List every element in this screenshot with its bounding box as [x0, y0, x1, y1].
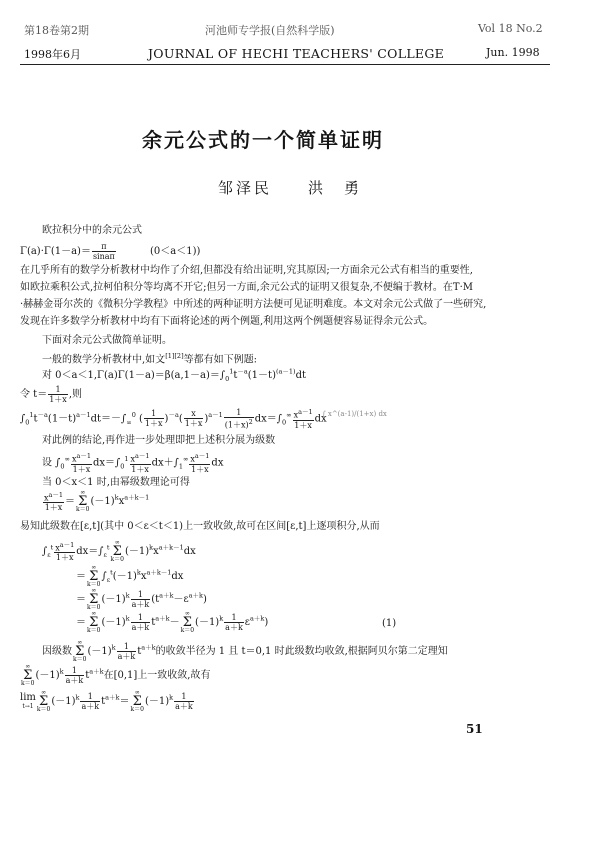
header-rule — [20, 64, 550, 65]
article-title: 余元公式的一个简单证明 — [142, 128, 384, 152]
equation-termwise-2: ＝∞ Σ $k=0\int_\varepsilon^t(-1)^kx^{a+k-1}dx$ — [76, 564, 184, 588]
equation-substitution: 令 t＝ $\frac{1}{1+x}$ ,则 — [20, 385, 82, 404]
paragraph-uniform-convergence: 易知此级数在[ε,t](其中 0＜ε＜t＜1)上一致收敛,故可在区间[ε,t]上逐项积分,从而 — [20, 521, 380, 532]
ghost-text: ∫ x^(a-1)/(1+x) dx — [322, 410, 387, 418]
equation-series-expansion: $\frac{x^{a-1}}{1+x}$ ＝∞ Σ $k=0(-1)^kx^{a+k-1}$ — [44, 489, 150, 513]
header-volume-en: Vol 18 No.2 — [478, 22, 543, 35]
paragraph-abel: 因级数∞ Σ $k=0(-1)^k$ $\frac{1}{a+k}$ $t^{a+k}$的收敛半径为 1 且 t＝0,1 时此级数均收敛,根据阿贝尔第二定理知 — [42, 639, 448, 663]
page-number: 51 — [466, 722, 483, 736]
header-volume: 第18卷第2期 — [24, 24, 89, 37]
header-journal-cn: 河池师专学报(自然科学版) — [205, 24, 335, 37]
header-date-en: Jun. 1998 — [486, 46, 540, 59]
equation-transformed-integral: $\int_0^1t^{-a}(1-t)^{a-1}dt=-\int_\infty^0$ ( $\frac{1}{1+x}$ )$^{-a}$( $\frac{x}{1+x}$ )$^{a-1}$ $\frac{1}{(1+x)^2}$ $dx=\int_0^\infty$ $\frac{x^{a-1}}{1+x}$ dx — [20, 408, 327, 430]
paragraph-line-1: 在几乎所有的数学分析教材中均作了介绍,但都没有给出证明,究其原因;一方面余元公式有相当的重要性, — [20, 265, 473, 276]
formula-reflection: Γ(a)·Γ(1－a)＝ $\frac{\pi}{\sin a\pi}$ (0＜a＜1)) — [20, 242, 201, 261]
paragraph-power-series: 当 0＜x＜1 时,由幂级数理论可得 — [42, 477, 190, 488]
paragraph-series-intro: 对此例的结论,再作进一步处理即把上述积分展为级数 — [42, 435, 276, 446]
paragraph-line-4: 发现在许多数学分析教材中均有下面将论述的两个例题,利用这两个例题便容易证得余元公式。 — [20, 316, 434, 327]
equation-termwise-4: ＝∞ Σ $k=0(-1)^k$ $\frac{1}{a+k}$ $t^{a+k}-\infty$ Σ $k=0(-1)^k$ $\frac{1}{a+k}$ $\varepsilon^{a+k}$) — [76, 610, 269, 634]
paragraph-intro: 欧拉积分中的余元公式 — [42, 225, 142, 236]
paragraph-uniform-on-interval: ∞ Σ $k=0(-1)^k$ $\frac{1}{a+k}$ $t^{a+k}$在[0,1]上一致收敛,故有 — [21, 663, 211, 687]
header-date: 1998年6月 — [24, 48, 81, 61]
equation-termwise-1: $\int_\varepsilon^t$ $\frac{x^{a-1}}{1+x}$ $dx=\int_\varepsilon^t\infty$ Σ $k=0(-1)^kx^{a+k-1}dx$ — [42, 539, 196, 563]
paragraph-line-3: ·赫赫金哥尔茨的《微积分学教程》中所述的两种证明方法便可见证明难度。本文对余元公式做了一些研究, — [20, 299, 487, 310]
citation: [1][2] — [165, 352, 184, 360]
paragraph-line-2: 如欧拉乘积公式,拉柯伯积分等均离不开它;但另一方面,余元公式的证明又很复杂,不便编于教材。在T·M — [20, 282, 473, 293]
article-authors: 邹泽民 洪 勇 — [218, 179, 363, 197]
paragraph-proof-intro: 下面对余元公式做简单证明。 — [42, 335, 172, 346]
equation-split-integral: 设 $\int_0^\infty$ $\frac{x^{a-1}}{1+x}$ $dx=\int_0^1$ $\frac{x^{a-1}}{1+x}$ $dx+\int_1^\infty$ $\frac{x^{a-1}}{1+x}$ dx — [42, 452, 224, 474]
equation-termwise-3: ＝∞ Σ $k=0(-1)^k$ $\frac{1}{a+k}$ $(t^{a+k}-\varepsilon^{a+k})$ — [76, 587, 207, 611]
header-journal-en: JOURNAL OF HECHI TEACHERS' COLLEGE — [148, 46, 445, 61]
equation-limit: lim t→1 ∞ Σ $k=0(-1)^k$ $\frac{1}{a+k}$ $t^{a+k}=\infty$ Σ $k=0(-1)^k$ $\frac{1}{a+k}$ — [20, 689, 193, 713]
equation-beta: 对 $0<a<1,\Gamma(a)\Gamma(1-a)=\beta(a,1-a)=\int_0^1t^{-a}(1-t)^{(a-1)}dt$ — [42, 367, 306, 383]
paragraph-example: 一般的数学分析教材中,如文[1][2]等都有如下例题: — [42, 352, 257, 366]
equation-label: (1) — [382, 618, 397, 629]
